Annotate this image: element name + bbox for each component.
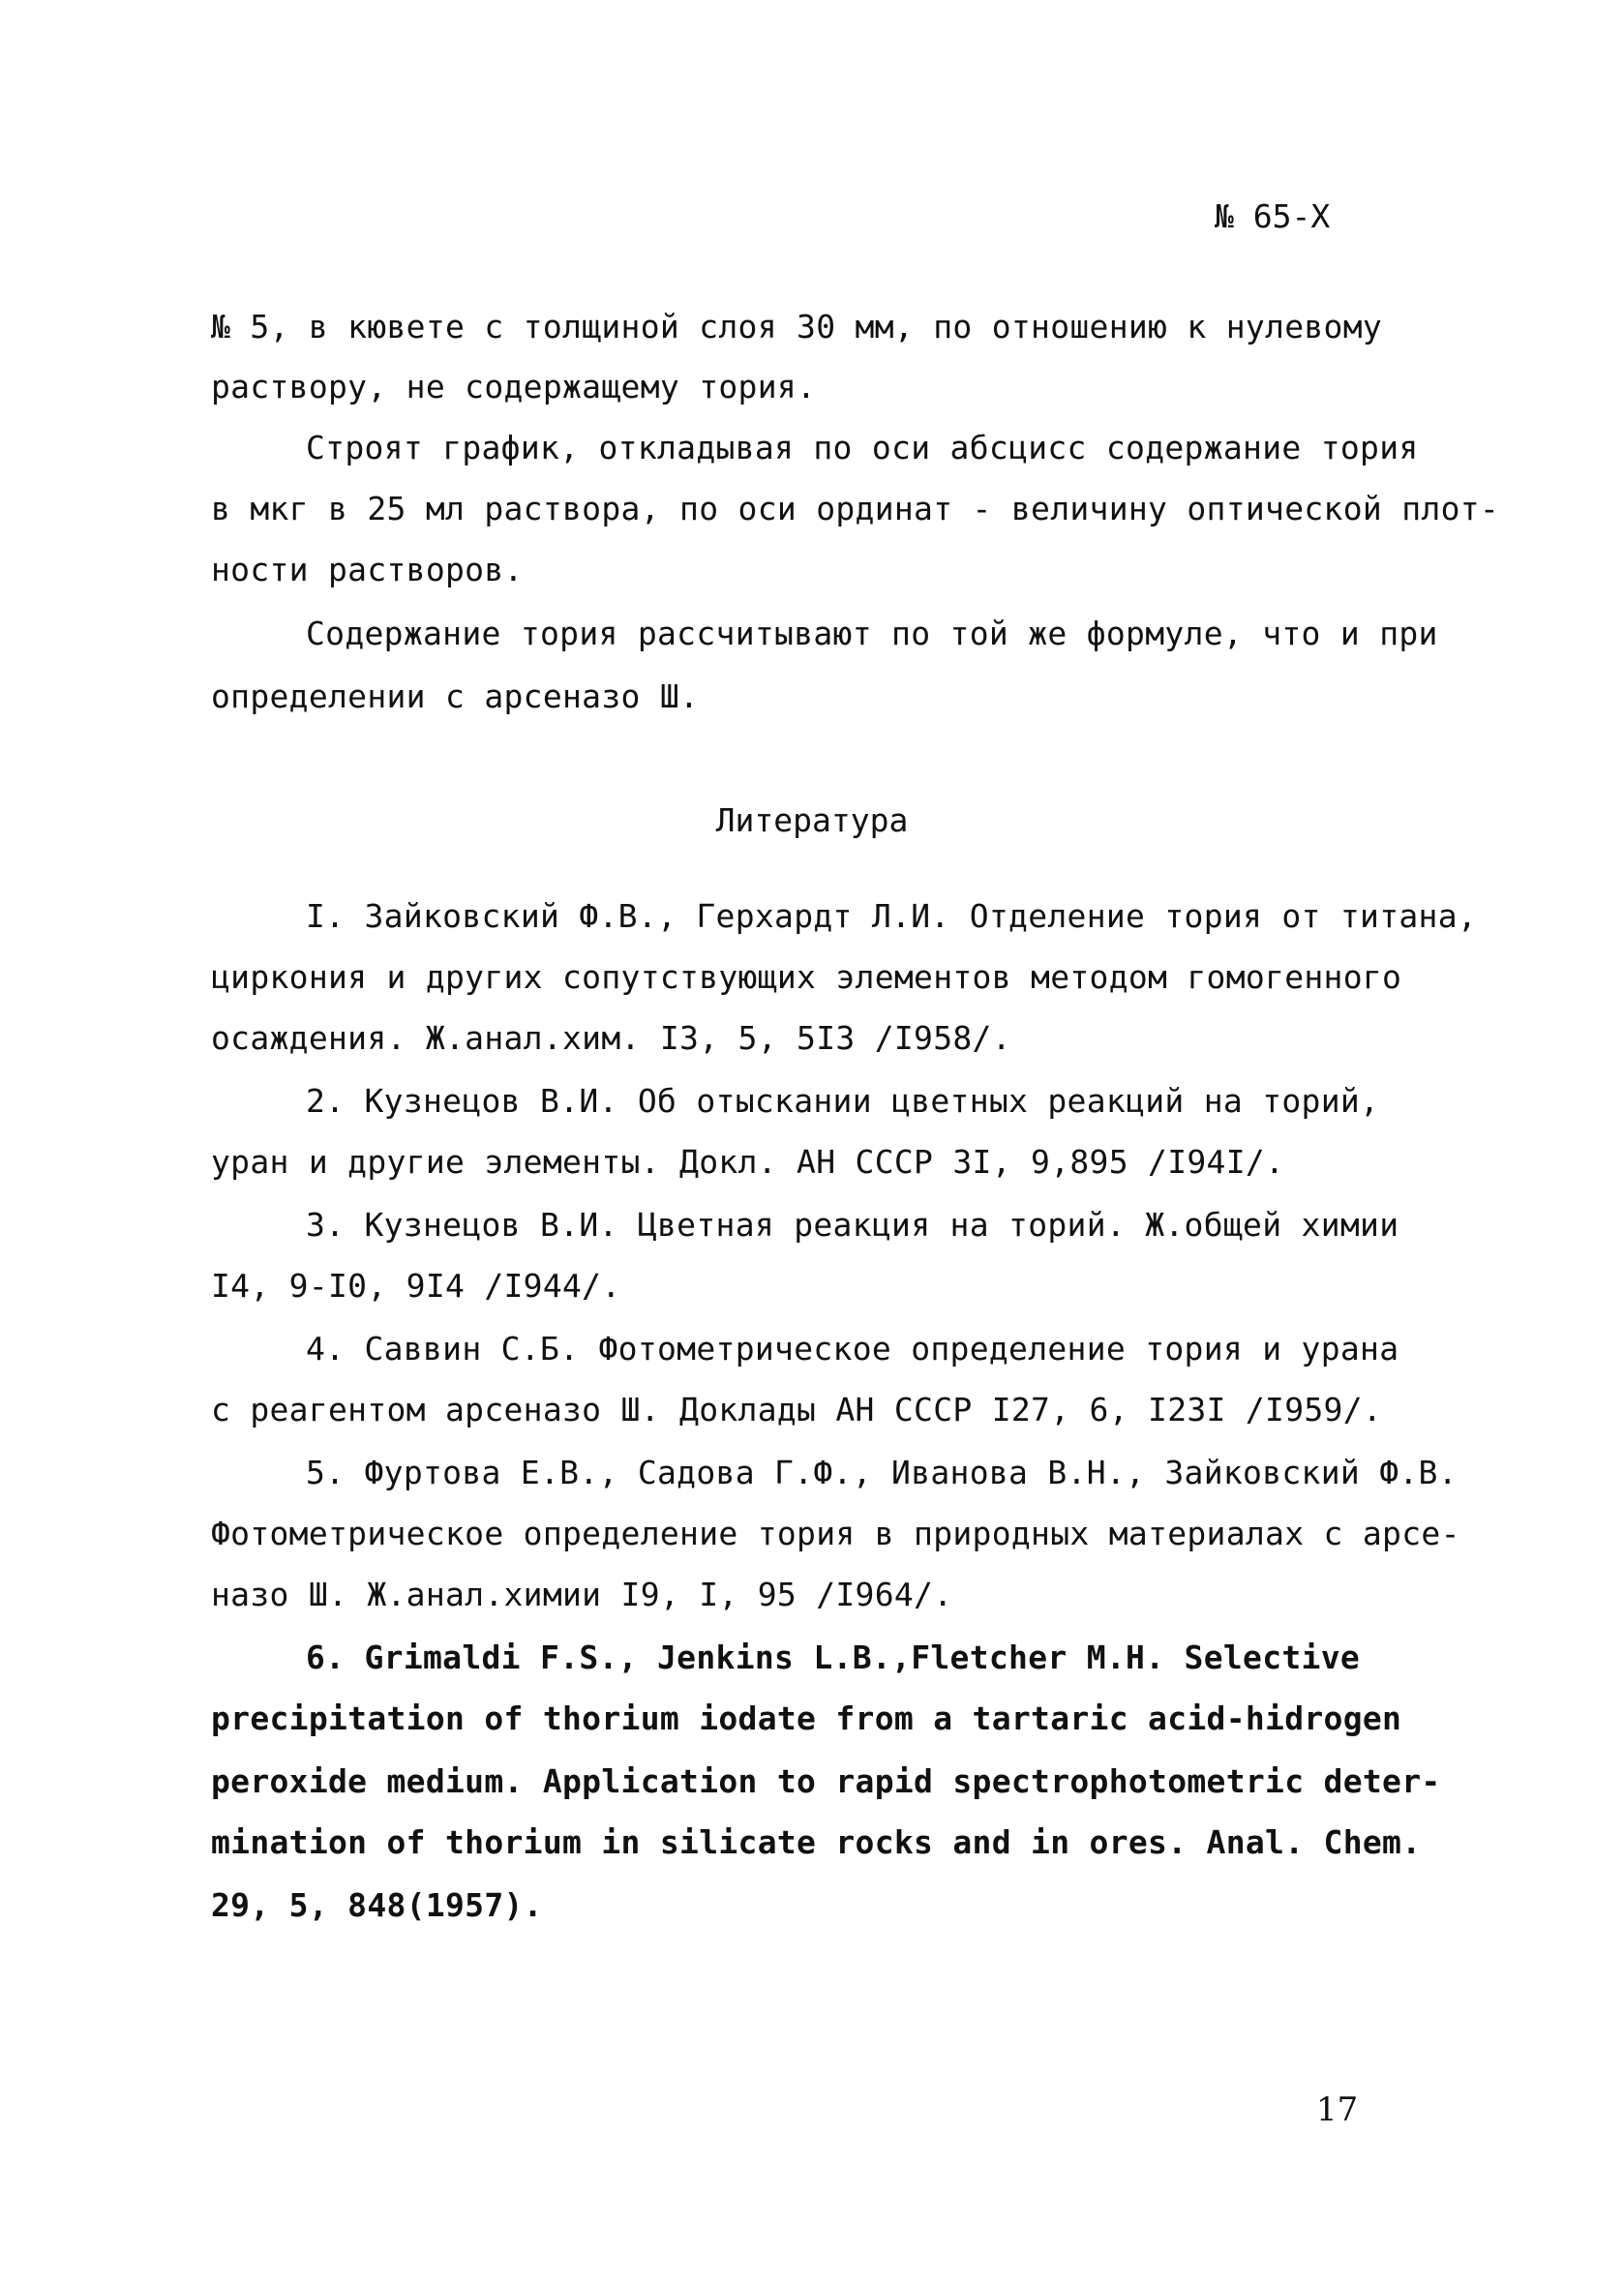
reference-line: осаждения. Ж.анал.хим. I3, 5, 5I3 /I958/.: [211, 1019, 1011, 1057]
reference-line: назо Ш. Ж.анал.химии I9, I, 95 /I964/.: [211, 1576, 953, 1613]
body-line: в мкг в 25 мл раствора, по оси ординат - величину оптической плот-: [211, 490, 1500, 527]
reference-line: Фотометрическое определение тория в природных материалах с арсе-: [211, 1515, 1460, 1552]
reference-line: циркония и других сопутствующих элементов методом гомогенного: [211, 958, 1402, 996]
reference-line: I. Зайковский Ф.В., Герхардт Л.И. Отделение тория от титана,: [306, 897, 1478, 935]
reference-line: с реагентом арсеназо Ш. Доклады АН СССР I27, 6, I23I /I959/.: [211, 1391, 1383, 1428]
body-line: определении с арсеназо Ш.: [211, 677, 700, 715]
page-number: 17: [1316, 2090, 1359, 2129]
reference-line: I4, 9-I0, 9I4 /I944/.: [211, 1267, 621, 1305]
reference-line: уран и другие элементы. Докл. АН СССР 3I, 9,895 /I94I/.: [211, 1143, 1285, 1181]
document-number: № 65-Х: [1215, 197, 1331, 235]
reference-line: mination of thorium in silicate rocks and in ores. Anal. Chem.: [211, 1823, 1422, 1861]
reference-line: 29, 5, 848(1957).: [211, 1886, 543, 1924]
body-line: Содержание тория рассчитывают по той же формуле, что и при: [306, 615, 1438, 652]
reference-line: 2. Кузнецов В.И. Об отыскании цветных реакций на торий,: [306, 1082, 1380, 1120]
reference-line: 4. Саввин С.Б. Фотометрическое определение тория и урана: [306, 1330, 1399, 1368]
body-line: Строят график, откладывая по оси абсцисс содержание тория: [306, 429, 1419, 466]
references-heading: Литература: [715, 801, 909, 839]
reference-line: 3. Кузнецов В.И. Цветная реакция на торий. Ж.общей химии: [306, 1206, 1399, 1244]
reference-line: precipitation of thorium iodate from a tartaric acid-hidrogen: [211, 1699, 1402, 1737]
body-line: № 5, в кювете с толщиной слоя 30 мм, по отношению к нулевому: [211, 308, 1383, 346]
reference-line: 5. Фуртова Е.В., Садова Г.Ф., Иванова В.Н., Зайковский Ф.В.: [306, 1454, 1458, 1491]
reference-line: 6. Grimaldi F.S., Jenkins L.B.,Fletcher M.H. Selective: [306, 1639, 1361, 1676]
reference-line: peroxide medium. Application to rapid spectrophotometric deter-: [211, 1762, 1441, 1800]
body-line: раствору, не содержащему тория.: [211, 368, 817, 406]
body-line: ности растворов.: [211, 551, 524, 588]
